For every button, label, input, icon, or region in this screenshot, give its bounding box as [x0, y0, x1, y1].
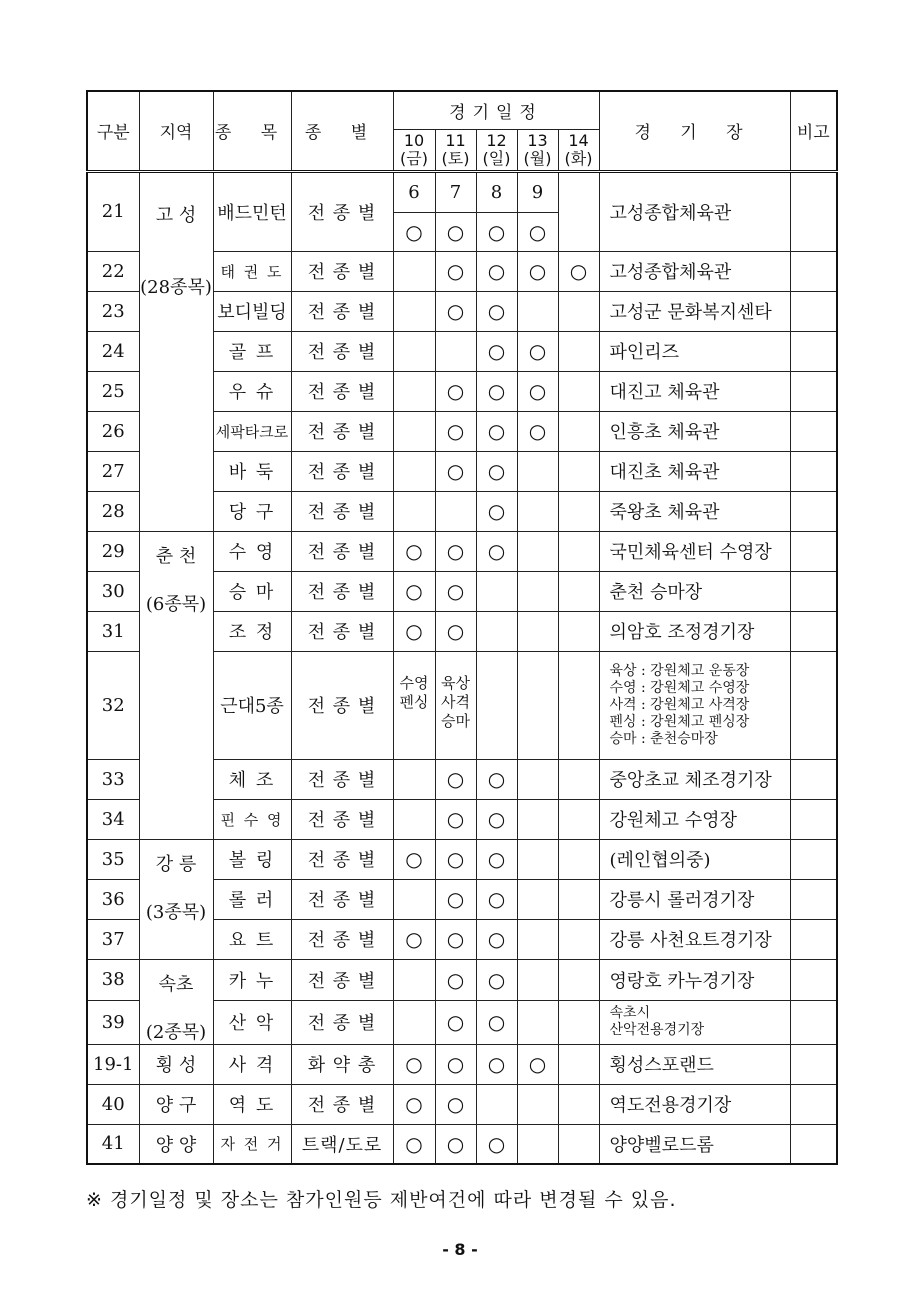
venue-name: 인흥초 체육관 [599, 411, 790, 451]
row-number: 30 [87, 571, 139, 611]
region-label: 고 성 [155, 204, 197, 226]
schedule-cell-day-11: ○ [435, 879, 476, 919]
schedule-cell-day-13: ○ [517, 1044, 558, 1084]
venue-name: 영랑호 카누경기장 [599, 959, 790, 1000]
table-row [87, 1084, 837, 1124]
event-category: 전 종 별 [291, 611, 393, 651]
schedule-cell-day-10 [393, 371, 435, 411]
venue-name: 강원체고 수영장 [599, 799, 790, 839]
schedule-cell-day-14 [558, 879, 599, 919]
schedule-cell-day-11: ○ [435, 759, 476, 799]
schedule-cell-day-11: ○ [435, 959, 476, 1000]
schedule-cell-day-12 [476, 571, 517, 611]
table-row [87, 1124, 837, 1164]
venue-name: 양양벨로드롬 [599, 1124, 790, 1164]
date-day: (화) [564, 148, 593, 168]
region-event-count: (3종목) [145, 901, 207, 923]
event-name: 근대5종 [213, 651, 291, 759]
remarks-cell [790, 839, 837, 879]
header-category: 종 별 [291, 91, 393, 171]
row-number: 21 [87, 171, 139, 251]
schedule-cell-day-13: ○ [517, 251, 558, 291]
row-number: 34 [87, 799, 139, 839]
venue-line: 펜싱 : 강원체고 펜싱장 [609, 713, 750, 730]
schedule-cell-day-14 [558, 331, 599, 371]
schedule-cell-day-11: ○ [435, 1044, 476, 1084]
header-event: 종 목 [213, 91, 291, 171]
remarks-cell [790, 959, 837, 1000]
schedule-cell-day-10 [393, 959, 435, 1000]
event-name: 사 격 [213, 1044, 291, 1084]
region-name [139, 839, 213, 959]
row-number: 35 [87, 839, 139, 879]
event-category: 전 종 별 [291, 331, 393, 371]
remarks-cell [790, 451, 837, 491]
schedule-cell-day-13: ○ [517, 212, 558, 251]
header-venue: 경 기 장 [599, 91, 790, 171]
remarks-cell [790, 331, 837, 371]
venue-name: 춘천 승마장 [599, 571, 790, 611]
date-day: (토) [441, 148, 470, 168]
region-name [139, 959, 213, 1044]
region-label: 강 릉 [155, 853, 197, 875]
schedule-cell-day-13 [517, 571, 558, 611]
schedule-cell-day-11: ○ [435, 611, 476, 651]
schedule-cell-day-14 [558, 799, 599, 839]
date-day: (월) [523, 148, 552, 168]
schedule-cell-day-12: ○ [476, 919, 517, 959]
schedule-cell-day-12: ○ [476, 1044, 517, 1084]
region-event-count: (6종목) [145, 593, 207, 615]
schedule-cell-day-14 [558, 531, 599, 571]
schedule-cell-day-11 [435, 491, 476, 531]
schedule-cell-day-12: ○ [476, 799, 517, 839]
schedule-cell-day-12: ○ [476, 212, 517, 251]
row-number: 41 [87, 1124, 139, 1164]
region-name: 양 양 [139, 1124, 213, 1164]
schedule-cell-day-13: ○ [517, 411, 558, 451]
header-date-10 [393, 129, 435, 171]
table-row [87, 1044, 837, 1084]
event-name: 승 마 [213, 571, 291, 611]
row-number: 22 [87, 251, 139, 291]
region-name [139, 531, 213, 839]
remarks-cell [790, 1124, 837, 1164]
event-category: 전 종 별 [291, 799, 393, 839]
event-category: 전 종 별 [291, 1000, 393, 1044]
schedule-cell-day-10 [393, 251, 435, 291]
schedule-cell-day-14 [558, 651, 599, 759]
remarks-cell [790, 371, 837, 411]
schedule-cell-day-14 [558, 291, 599, 331]
date-number: 11 [445, 130, 466, 150]
event-category: 전 종 별 [291, 491, 393, 531]
event-category: 전 종 별 [291, 251, 393, 291]
row-number: 40 [87, 1084, 139, 1124]
schedule-cell-day-11: ○ [435, 839, 476, 879]
venue-name: 강릉 사천요트경기장 [599, 919, 790, 959]
row-number: 36 [87, 879, 139, 919]
schedule-cell-day-13 [517, 1124, 558, 1164]
schedule-cell-day-11: ○ [435, 571, 476, 611]
remarks-cell [790, 411, 837, 451]
venue-name: 고성군 문화복지센타 [599, 291, 790, 331]
schedule-cell-day-10 [393, 799, 435, 839]
table-row [87, 959, 837, 1000]
event-name: 체 조 [213, 759, 291, 799]
schedule-cell-day-13: ○ [517, 371, 558, 411]
remarks-cell [790, 1084, 837, 1124]
event-name: 당 구 [213, 491, 291, 531]
venue-name: (레인협의중) [599, 839, 790, 879]
schedule-cell-day-11: ○ [435, 799, 476, 839]
remarks-cell [790, 571, 837, 611]
schedule-change-note: ※ 경기일정 및 장소는 참가인원등 제반여건에 따라 변경될 수 있음. [86, 1189, 677, 1211]
event-name: 우 슈 [213, 371, 291, 411]
remarks-cell [790, 759, 837, 799]
venue-name: 중앙초교 체조경기장 [599, 759, 790, 799]
schedule-cell-day-13: 9 [517, 171, 558, 212]
row-number: 25 [87, 371, 139, 411]
schedule-cell-day-12: 8 [476, 171, 517, 212]
schedule-cell-day-10 [393, 411, 435, 451]
schedule-cell-day-11: ○ [435, 1124, 476, 1164]
header-gubun: 구분 [87, 91, 139, 171]
date-day: (금) [400, 148, 428, 168]
schedule-cell-day-10: ○ [393, 212, 435, 251]
venue-name: 강릉시 롤러경기장 [599, 879, 790, 919]
venue-line: 산악전용경기장 [609, 1022, 705, 1039]
schedule-cell-day-14 [558, 919, 599, 959]
schedule-cell-day-12 [476, 611, 517, 651]
event-name: 볼 링 [213, 839, 291, 879]
remarks-cell [790, 799, 837, 839]
schedule-cell-day-13 [517, 879, 558, 919]
event-category: 전 종 별 [291, 411, 393, 451]
table-body [87, 171, 837, 1164]
schedule-cell-day-10 [393, 331, 435, 371]
region-name [139, 171, 213, 531]
schedule-cell-day-13 [517, 959, 558, 1000]
schedule-cell-day-11: ○ [435, 212, 476, 251]
row-number: 19-1 [87, 1044, 139, 1084]
schedule-cell-day-14 [558, 611, 599, 651]
schedule-cell-day-11: ○ [435, 1000, 476, 1044]
schedule-cell-day-14 [558, 1124, 599, 1164]
remarks-cell [790, 531, 837, 571]
schedule-cell-day-12: ○ [476, 1000, 517, 1044]
schedule-cell-day-13 [517, 799, 558, 839]
venue-name: 죽왕초 체육관 [599, 491, 790, 531]
schedule-cell-day-13 [517, 531, 558, 571]
row-number: 33 [87, 759, 139, 799]
schedule-cell-day-11: ○ [435, 451, 476, 491]
schedule-cell-day-10: ○ [393, 1124, 435, 1164]
region-name: 양 구 [139, 1084, 213, 1124]
schedule-cell-day-14 [558, 1000, 599, 1044]
schedule-cell-day-12: ○ [476, 331, 517, 371]
remarks-cell [790, 1000, 837, 1044]
event-name: 역 도 [213, 1084, 291, 1124]
schedule-cell-day-11: ○ [435, 919, 476, 959]
event-category: 전 종 별 [291, 839, 393, 879]
event-name: 카 누 [213, 959, 291, 1000]
schedule-cell-day-10 [393, 879, 435, 919]
schedule-cell-day-12: ○ [476, 291, 517, 331]
schedule-cell-day-13 [517, 759, 558, 799]
event-name: 자 전 거 [213, 1124, 291, 1164]
schedule-cell-day-10: ○ [393, 571, 435, 611]
row-number: 31 [87, 611, 139, 651]
event-category: 전 종 별 [291, 1084, 393, 1124]
event-name: 핀 수 영 [213, 799, 291, 839]
table-row [87, 531, 837, 571]
schedule-cell-day-12: ○ [476, 491, 517, 531]
venue-name: 대진고 체육관 [599, 371, 790, 411]
venue-name: 역도전용경기장 [599, 1084, 790, 1124]
schedule-cell-day-12: ○ [476, 959, 517, 1000]
venue-name: 횡성스포랜드 [599, 1044, 790, 1084]
schedule-cell-day-13 [517, 839, 558, 879]
event-category: 전 종 별 [291, 291, 393, 331]
schedule-cell-day-10 [393, 759, 435, 799]
venue-name: 국민체육센터 수영장 [599, 531, 790, 571]
schedule-cell-day-11: ○ [435, 531, 476, 571]
event-category: 전 종 별 [291, 171, 393, 251]
date-number: 12 [486, 130, 507, 150]
header-date-13 [517, 129, 558, 171]
event-name: 골 프 [213, 331, 291, 371]
header-region: 지역 [139, 91, 213, 171]
schedule-cell-day-12: ○ [476, 1124, 517, 1164]
schedule-cell-day-10 [393, 1000, 435, 1044]
schedule-cell-day-12: ○ [476, 251, 517, 291]
schedule-cell-day-13 [517, 451, 558, 491]
event-category: 전 종 별 [291, 531, 393, 571]
schedule-cell-day-10: 수영 펜싱 [393, 651, 435, 759]
header-date-12 [476, 129, 517, 171]
table-row [87, 839, 837, 879]
venue-name: 고성종합체육관 [599, 171, 790, 251]
remarks-cell [790, 611, 837, 651]
schedule-cell-day-13 [517, 919, 558, 959]
venue-name: 고성종합체육관 [599, 251, 790, 291]
date-number: 10 [403, 130, 425, 150]
schedule-cell-day-10: ○ [393, 919, 435, 959]
header-date-11 [435, 129, 476, 171]
schedule-cell-day-13 [517, 651, 558, 759]
row-number: 24 [87, 331, 139, 371]
schedule-cell-day-12 [476, 651, 517, 759]
schedule-cell-day-14 [558, 1084, 599, 1124]
event-category: 전 종 별 [291, 371, 393, 411]
schedule-cell-day-14 [558, 451, 599, 491]
schedule-cell-day-11: ○ [435, 411, 476, 451]
schedule-cell-day-11: ○ [435, 1084, 476, 1124]
table-row [87, 171, 837, 212]
event-category: 전 종 별 [291, 571, 393, 611]
venue-name [599, 651, 790, 759]
schedule-cell-day-14 [558, 759, 599, 799]
region-label: 춘 천 [155, 545, 197, 567]
row-number: 28 [87, 491, 139, 531]
event-name: 배드민턴 [213, 171, 291, 251]
venue-line: 속초시 [609, 1005, 651, 1022]
schedule-cell-day-14 [558, 411, 599, 451]
remarks-cell [790, 919, 837, 959]
competition-schedule-table [86, 90, 838, 1165]
event-category: 화 약 총 [291, 1044, 393, 1084]
schedule-cell-day-12: ○ [476, 759, 517, 799]
schedule-cell-day-14 [558, 571, 599, 611]
remarks-cell [790, 1044, 837, 1084]
schedule-cell-day-10: ○ [393, 1084, 435, 1124]
table-header [87, 91, 837, 171]
venue-name: 대진초 체육관 [599, 451, 790, 491]
schedule-cell-day-14 [558, 371, 599, 411]
region-event-count: (28종목) [140, 276, 212, 298]
event-category: 전 종 별 [291, 959, 393, 1000]
event-name: 태 권 도 [213, 251, 291, 291]
venue-name [599, 1000, 790, 1044]
venue-line: 육상 : 강원체고 운동장 [609, 662, 750, 679]
schedule-cell-day-10 [393, 451, 435, 491]
schedule-cell-day-14 [558, 171, 599, 251]
row-number: 23 [87, 291, 139, 331]
region-name: 횡 성 [139, 1044, 213, 1084]
schedule-cell-day-11: 7 [435, 171, 476, 212]
schedule-cell-day-10: 6 [393, 171, 435, 212]
venue-line: 승마 : 춘천승마장 [609, 730, 718, 747]
schedule-cell-day-14 [558, 1044, 599, 1084]
header-remarks: 비고 [790, 91, 837, 171]
event-category: 전 종 별 [291, 919, 393, 959]
event-name: 바 둑 [213, 451, 291, 491]
schedule-cell-day-10: ○ [393, 1044, 435, 1084]
remarks-cell [790, 879, 837, 919]
venue-name: 파인리즈 [599, 331, 790, 371]
schedule-cell-day-11: ○ [435, 251, 476, 291]
event-category: 전 종 별 [291, 651, 393, 759]
header-date-14 [558, 129, 599, 171]
date-day: (일) [482, 148, 511, 168]
schedule-cell-day-14 [558, 959, 599, 1000]
row-number: 37 [87, 919, 139, 959]
schedule-cell-day-14 [558, 839, 599, 879]
schedule-cell-day-12: ○ [476, 531, 517, 571]
row-number: 39 [87, 1000, 139, 1044]
schedule-cell-day-13 [517, 291, 558, 331]
schedule-cell-day-10 [393, 291, 435, 331]
remarks-cell [790, 291, 837, 331]
schedule-cell-day-13 [517, 1000, 558, 1044]
schedule-cell-day-13: ○ [517, 331, 558, 371]
row-number: 27 [87, 451, 139, 491]
remarks-cell [790, 491, 837, 531]
header-schedule: 경기일정 [393, 91, 599, 129]
schedule-cell-day-10: ○ [393, 839, 435, 879]
schedule-cell-day-11: 육상 사격 승마 [435, 651, 476, 759]
event-name: 롤 러 [213, 879, 291, 919]
row-number: 29 [87, 531, 139, 571]
schedule-cell-day-10: ○ [393, 531, 435, 571]
region-event-count: (2종목) [145, 1021, 207, 1043]
event-name: 보디빌딩 [213, 291, 291, 331]
schedule-cell-day-12: ○ [476, 879, 517, 919]
row-number: 26 [87, 411, 139, 451]
remarks-cell [790, 171, 837, 251]
schedule-cell-day-10 [393, 491, 435, 531]
event-name: 조 정 [213, 611, 291, 651]
schedule-cell-day-12: ○ [476, 411, 517, 451]
event-category: 트랙/도로 [291, 1124, 393, 1164]
schedule-cell-day-12 [476, 1084, 517, 1124]
schedule-cell-day-12: ○ [476, 839, 517, 879]
row-number: 32 [87, 651, 139, 759]
schedule-cell-day-12: ○ [476, 371, 517, 411]
remarks-cell [790, 251, 837, 291]
event-name: 수 영 [213, 531, 291, 571]
schedule-cell-day-14 [558, 491, 599, 531]
schedule-cell-day-10: ○ [393, 611, 435, 651]
date-number: 14 [568, 130, 589, 150]
event-name: 세팍타크로 [213, 411, 291, 451]
date-number: 13 [527, 130, 548, 150]
venue-line: 수영 : 강원체고 수영장 [609, 679, 750, 696]
page-number: - 8 - [442, 1240, 478, 1259]
event-category: 전 종 별 [291, 759, 393, 799]
schedule-cell-day-13 [517, 491, 558, 531]
schedule-cell-day-13 [517, 1084, 558, 1124]
remarks-cell [790, 651, 837, 759]
event-category: 전 종 별 [291, 451, 393, 491]
row-number: 38 [87, 959, 139, 1000]
schedule-cell-day-11: ○ [435, 291, 476, 331]
schedule-cell-day-12: ○ [476, 451, 517, 491]
schedule-cell-day-11: ○ [435, 371, 476, 411]
event-name: 산 악 [213, 1000, 291, 1044]
event-category: 전 종 별 [291, 879, 393, 919]
schedule-cell-day-13 [517, 611, 558, 651]
region-label: 속초 [158, 973, 194, 995]
schedule-cell-day-11 [435, 331, 476, 371]
schedule-cell-day-14: ○ [558, 251, 599, 291]
event-name: 요 트 [213, 919, 291, 959]
venue-name: 의암호 조정경기장 [599, 611, 790, 651]
venue-line: 사격 : 강원체고 사격장 [609, 696, 750, 713]
